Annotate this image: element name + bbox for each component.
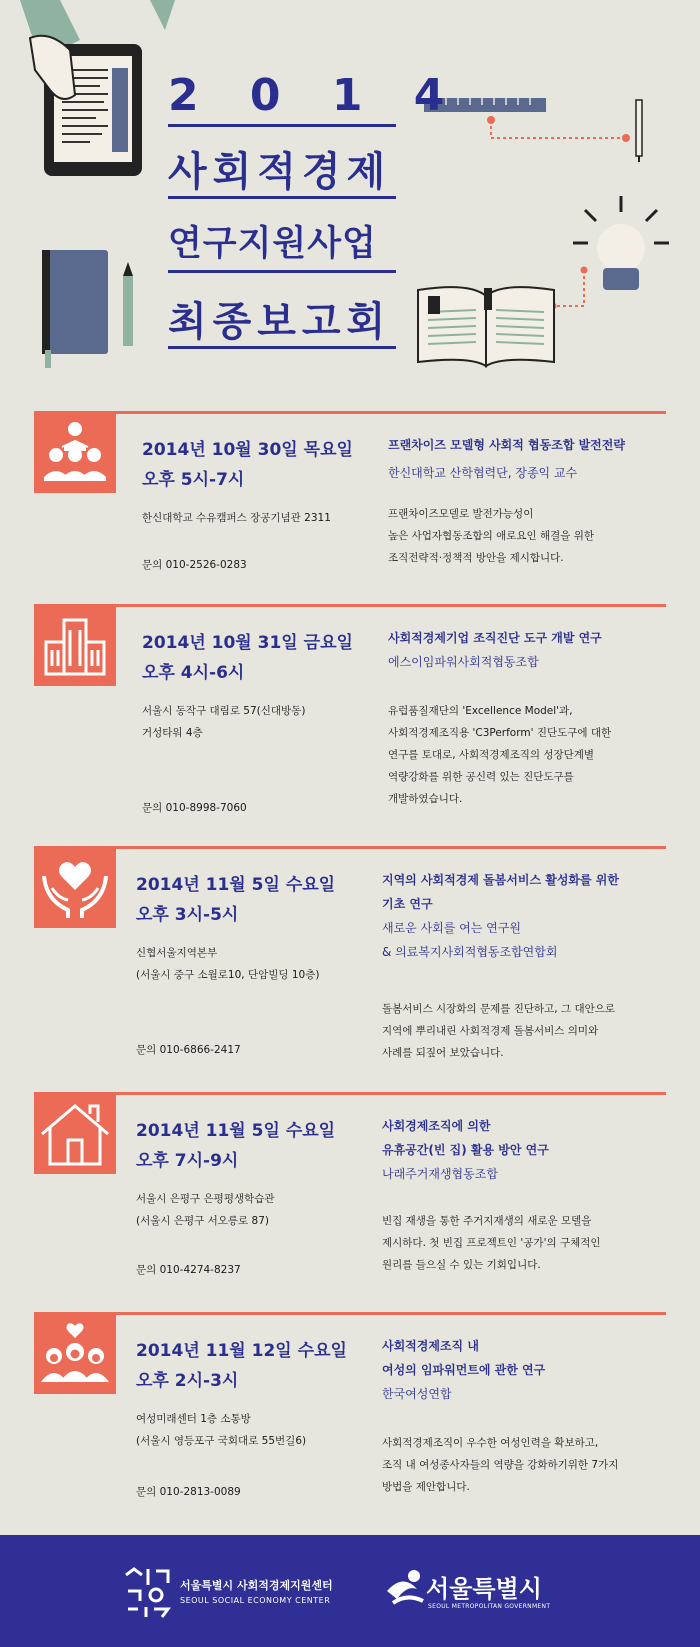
title-line-3: 최종보고회 [168,299,392,345]
session-venue: 서울시 은평구 은평평생학습관 (서울시 은평구 서오릉로 87) [136,1193,275,1227]
title-rule [168,124,396,127]
research-org: 에스이임파워사회적협동조합 [388,655,539,669]
research-org: 나래주거재생협동조합 [382,1167,498,1181]
building-icon [34,604,116,686]
section-divider [114,846,666,849]
research-title: 사회경제조직에 의한 유휴공간(빈 집) 활용 방안 연구 [382,1119,549,1157]
session-5 [34,1312,666,1512]
session-contact: 문의 010-2813-0089 [136,1486,241,1498]
session-3 [34,846,666,1066]
research-description: 돌봄서비스 시장화의 문제를 진단하고, 그 대안으로 지역에 뿌리내린 사회적경제 돌봄서비스 의미와 사례를 되짚어 보았습니다. [382,1003,616,1059]
session-2 [34,604,666,824]
footer [0,1535,700,1647]
research-title: 지역의 사회적경제 돌봄서비스 활성화를 위한 기초 연구 [382,873,619,911]
session-contact: 문의 010-2526-0283 [142,559,247,571]
heart-hands-icon [34,846,116,928]
session-venue: 서울시 동작구 대림로 57(신대방동) 거성타워 4층 [142,705,306,739]
session-4 [34,1092,666,1292]
session-venue: 신협서울지역본부 (서울시 중구 소월로10, 단암빌딩 10층) [136,947,320,981]
women-group-icon [34,1312,116,1394]
section-divider [114,411,666,414]
seoul-city-logo [383,1565,427,1609]
research-org: 새로운 사회를 여는 연구원 & 의료복지사회적협동조합연합회 [382,921,558,959]
section-divider [114,1092,666,1095]
session-venue: 한신대학교 수유캠퍼스 장공기념관 2311 [142,512,331,524]
section-divider [114,604,666,607]
session-date: 2014년 11월 12일 수요일 오후 2시-3시 [136,1341,347,1391]
section-divider [114,1312,666,1315]
center-logo-mark-icon [122,1565,176,1619]
session-venue: 여성미래센터 1층 소통방 (서울시 영등포구 국회대로 55번길6) [136,1413,307,1447]
research-org: 한신대학교 산학협력단, 장종익 교수 [388,466,578,480]
title-rule [168,196,396,199]
session-date: 2014년 10월 30일 목요일 오후 5시-7시 [142,440,353,490]
title-rule [168,270,396,273]
hero-banner [0,0,700,380]
city-name: 서울특별시 [426,1575,542,1603]
research-title: 프랜차이즈 모델형 사회적 협동조합 발전전략 [388,438,625,452]
title-line-1: 사회적경제 [168,149,392,195]
center-name-en: SEOUL SOCIAL ECONOMY CENTER [180,1596,331,1605]
session-contact: 문의 010-6866-2417 [136,1044,241,1056]
house-icon [34,1092,116,1174]
session-contact: 문의 010-4274-8237 [136,1264,241,1276]
title-year: 2 0 1 4 [168,70,463,121]
research-title: 사회적경제조직 내 여성의 임파워먼트에 관한 연구 [382,1339,546,1377]
title-rule [168,346,396,349]
seoul-symbol-icon [383,1565,427,1609]
session-date: 2014년 11월 5일 수요일 오후 3시-5시 [136,875,336,925]
people-group-icon [34,411,116,493]
title-line-2: 연구지원사업 [168,224,377,264]
session-1 [34,411,666,581]
city-name-en: SEOUL METROPOLITAN GOVERNMENT [428,1603,551,1610]
center-name-ko: 서울특별시 사회적경제지원센터 [180,1579,333,1592]
research-org: 한국여성연합 [382,1387,452,1401]
session-date: 2014년 11월 5일 수요일 오후 7시-9시 [136,1121,336,1171]
research-description: 프랜차이즈모델로 발전가능성이 높은 사업자협동조합의 애로요인 해결을 위한 조직전략적·정책적 방안을 제시합니다. [388,508,595,564]
social-economy-center-logo [122,1565,176,1619]
session-date: 2014년 10월 31일 금요일 오후 4시-6시 [142,633,353,683]
research-description: 사회적경제조직이 우수한 여성인력을 확보하고, 조직 내 여성종사자들의 역량을 강화하기위한 7가지 방법을 제안합니다. [382,1437,619,1493]
research-title: 사회적경제기업 조직진단 도구 개발 연구 [388,631,602,645]
session-contact: 문의 010-8998-7060 [142,802,247,814]
research-description: 빈집 재생을 통한 주거지재생의 새로운 모델을 제시하다. 첫 빈집 프로젝트인 '공가'의 구체적인 원리를 들으실 수 있는 기회입니다. [382,1215,601,1271]
research-description: 유럽품질재단의 'Excellence Model'과, 사회적경제조직용 'C3Perform' 진단도구에 대한 연구를 토대로, 사회적경제조직의 성장단계별 역량강화를 위한 공신력 있는 진단도구를 개발하였습니다. [388,705,612,805]
